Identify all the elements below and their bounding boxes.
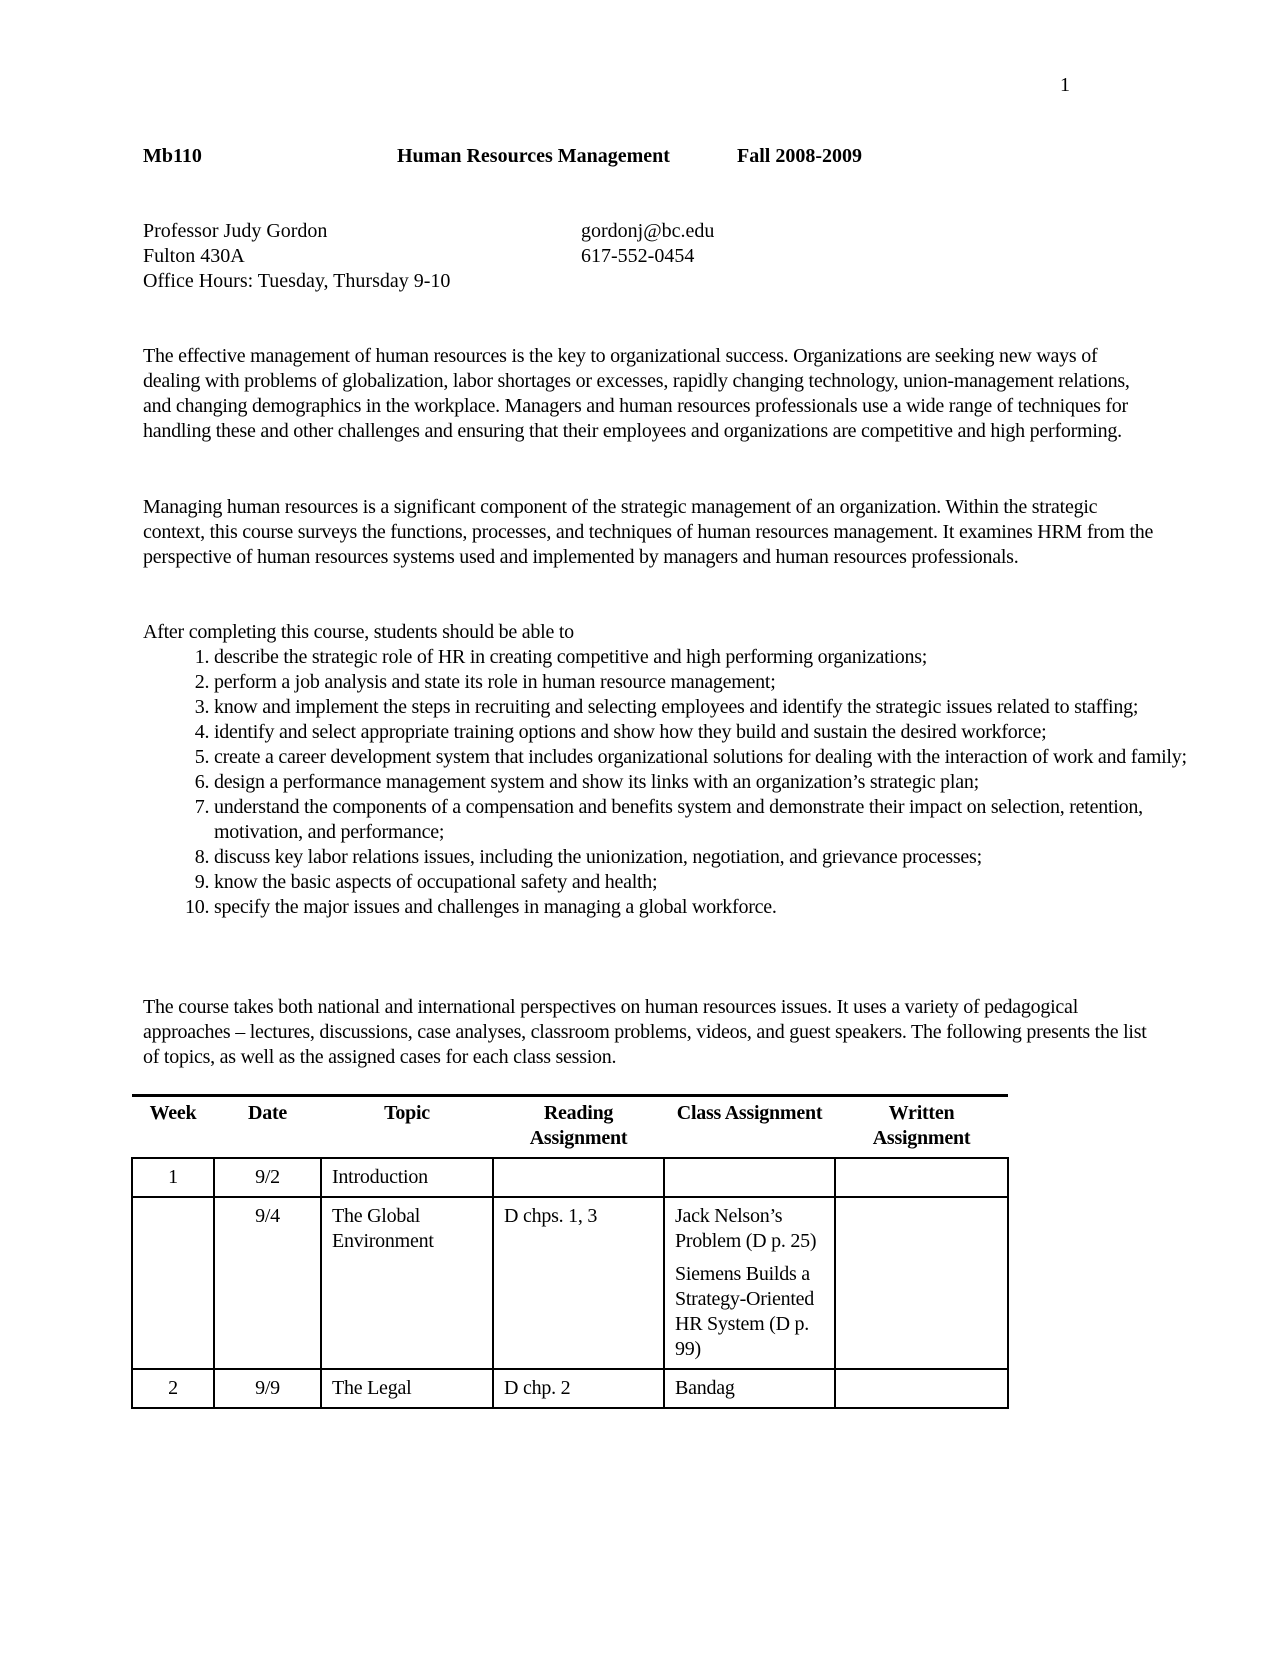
- reading-cell: D chp. 2: [493, 1369, 664, 1408]
- table-row: [132, 1369, 1008, 1408]
- objective-item: 5. create a career development system that includes organizational solutions for dealing with the interaction of work and family;: [214, 745, 1229, 770]
- course-title: Human Resources Management: [397, 145, 670, 167]
- header-written: Written Assignment: [835, 1096, 1008, 1159]
- table-row: [132, 1197, 1008, 1369]
- objective-item: 6. design a performance management system and show its links with an organization’s strategic plan;: [214, 770, 1229, 795]
- week-cell: 2: [132, 1369, 214, 1408]
- objective-item: 7. understand the components of a compensation and benefits system and demonstrate their impact on selection, retention, motivation, and performance;: [214, 795, 1229, 845]
- week-cell: 1: [132, 1158, 214, 1197]
- objective-item: 4. identify and select appropriate training options and show how they build and sustain the desired workforce;: [214, 720, 1229, 745]
- date-cell: 9/9: [214, 1369, 321, 1408]
- course-code: Mb110: [143, 145, 202, 167]
- header-topic: Topic: [321, 1096, 493, 1159]
- objective-item: 9. know the basic aspects of occupational safety and health;: [214, 870, 1229, 895]
- written-cell: [835, 1197, 1008, 1369]
- table-row: [132, 1158, 1008, 1197]
- objective-item: 3. know and implement the steps in recruiting and selecting employees and identify the strategic issues related to staffing;: [214, 695, 1229, 720]
- header-reading: Reading Assignment: [493, 1096, 664, 1159]
- phone: 617-552-0454: [581, 245, 695, 267]
- class-case: Jack Nelson’s Problem (D p. 25): [675, 1205, 817, 1252]
- office-location: Fulton 430A: [143, 245, 245, 267]
- strategy-paragraph: Managing human resources is a significant component of the strategic management of an organization. Within the strategic context, this course surveys the functions, processes, and techniques of human resources management. It examines HRM from the perspective of human resources systems used and implemented by managers and human resources professionals.: [143, 496, 1154, 568]
- written-cell: [835, 1369, 1008, 1408]
- class-cell: Bandag: [664, 1369, 835, 1408]
- header-week: Week: [132, 1096, 214, 1159]
- objective-item: 8. discuss key labor relations issues, including the unionization, negotiation, and grievance processes;: [214, 845, 1229, 870]
- topic-cell: The Legal: [321, 1369, 493, 1408]
- objective-item: 2. perform a job analysis and state its role in human resource management;: [214, 670, 1229, 695]
- date-cell: 9/4: [214, 1197, 321, 1369]
- page-number: 1: [1060, 74, 1070, 96]
- reading-cell: [493, 1158, 664, 1197]
- class-cell: [664, 1158, 835, 1197]
- objectives-intro: After completing this course, students should be able to: [143, 621, 574, 643]
- reading-cell: D chps. 1, 3: [493, 1197, 664, 1369]
- schedule-table: [131, 1094, 1009, 1409]
- written-cell: [835, 1158, 1008, 1197]
- table-header-row: [132, 1096, 1008, 1159]
- objective-item: 10. specify the major issues and challenges in managing a global workforce.: [214, 895, 1229, 920]
- intro-paragraph: The effective management of human resources is the key to organizational success. Organizations are seeking new ways of dealing with problems of globalization, labor shortages or excesses, rapidly changing technology, union-management relations, and changing demographics in the workplace. Managers and human resources professionals use a wide range of techniques for handling these and other challenges and ensuring that their employees and organizations are competitive and high performing.: [143, 345, 1130, 442]
- class-case: Siemens Builds a Strategy-Oriented HR System (D p. 99): [675, 1263, 815, 1360]
- header-class: Class Assignment: [664, 1096, 835, 1159]
- topic-cell: The Global Environment: [321, 1197, 493, 1369]
- week-cell: [132, 1197, 214, 1369]
- objectives-list: [143, 645, 1229, 920]
- professor-name: Professor Judy Gordon: [143, 220, 328, 242]
- course-term: Fall 2008-2009: [737, 145, 862, 167]
- date-cell: 9/2: [214, 1158, 321, 1197]
- topic-cell: Introduction: [321, 1158, 493, 1197]
- approach-paragraph: The course takes both national and international perspectives on human resources issues. It uses a variety of pedagogical approaches – lectures, discussions, case analyses, classroom problems, videos, and guest speakers. The following presents the list of topics, as well as the assigned cases for each class session.: [143, 996, 1147, 1068]
- email[interactable]: gordonj@bc.edu: [581, 220, 715, 242]
- objective-item: 1. describe the strategic role of HR in creating competitive and high performing organizations;: [214, 645, 1229, 670]
- office-hours: Office Hours: Tuesday, Thursday 9-10: [143, 270, 451, 292]
- header-date: Date: [214, 1096, 321, 1159]
- class-cell: [664, 1197, 835, 1369]
